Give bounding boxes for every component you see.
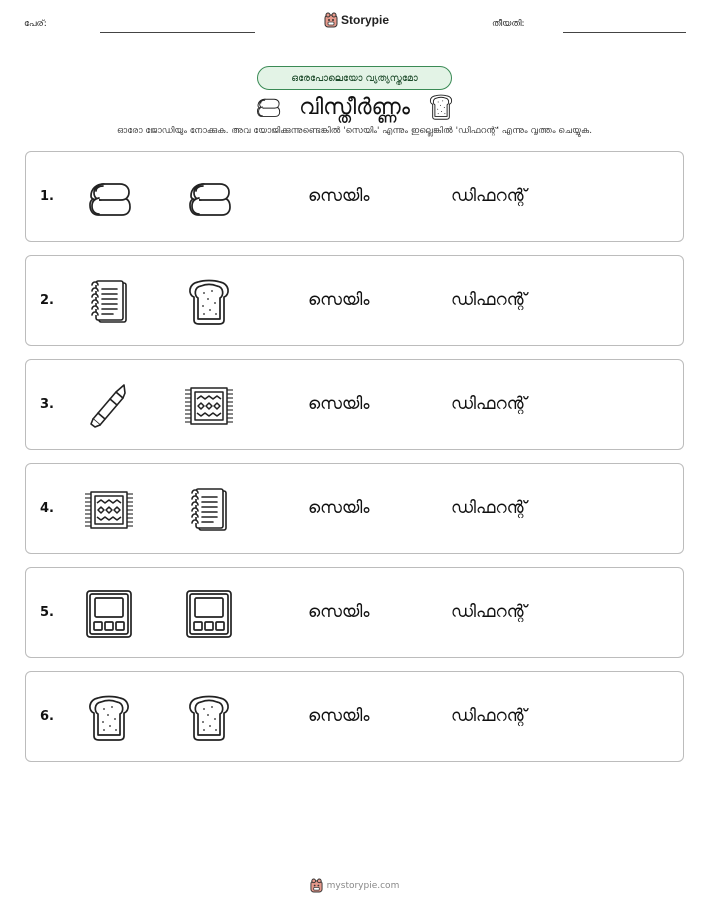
question-row xyxy=(25,255,684,346)
storypie-logo xyxy=(324,12,389,28)
rug-icon xyxy=(182,379,236,433)
same-option[interactable]: സെയിം xyxy=(308,186,370,206)
question-number: 1. xyxy=(40,189,54,204)
bread-icon xyxy=(182,275,236,329)
storypie-mascot-icon xyxy=(310,878,323,893)
same-option[interactable]: സെയിം xyxy=(308,706,370,726)
question-row xyxy=(25,359,684,450)
notebook-icon xyxy=(82,275,136,329)
bread-icon xyxy=(182,691,236,745)
tablet-icon xyxy=(182,587,236,641)
question-number: 2. xyxy=(40,293,54,308)
towel-icon xyxy=(82,171,136,225)
bread-icon xyxy=(82,691,136,745)
towel-icon xyxy=(253,92,283,122)
instructions-text: ഓരോ ജോഡിയും നോക്കുക. അവ യോജിക്കുന്നുണ്ടെങ്കിൽ 'സെയിം' എന്നും ഇല്ലെങ്കിൽ 'ഡിഫറന്റ്' എന്നും വൃത്തം ചെയ്യുക. xyxy=(116,126,593,136)
date-field-line[interactable] xyxy=(563,32,686,33)
footer-url[interactable]: mystorypie.com xyxy=(326,880,400,891)
question-number: 4. xyxy=(40,501,54,516)
worksheet-header xyxy=(0,0,709,50)
question-row xyxy=(25,151,684,242)
question-number: 5. xyxy=(40,605,54,620)
different-option[interactable]: ഡിഫറന്റ് xyxy=(451,290,527,310)
question-number: 6. xyxy=(40,709,54,724)
same-option[interactable]: സെയിം xyxy=(308,290,370,310)
page-title: വിസ്തീർണ്ണം xyxy=(299,94,410,120)
footer xyxy=(0,878,709,893)
rug-icon xyxy=(82,483,136,537)
different-option[interactable]: ഡിഫറന്റ് xyxy=(451,186,527,206)
logo-text: Storypie xyxy=(341,13,390,27)
different-option[interactable]: ഡിഫറന്റ് xyxy=(451,602,527,622)
different-option[interactable]: ഡിഫറന്റ് xyxy=(451,706,527,726)
towel-icon xyxy=(182,171,236,225)
question-row xyxy=(25,567,684,658)
question-number: 3. xyxy=(40,397,54,412)
different-option[interactable]: ഡിഫറന്റ് xyxy=(451,394,527,414)
same-option[interactable]: സെയിം xyxy=(308,498,370,518)
date-label: തീയതി: xyxy=(492,19,525,29)
same-option[interactable]: സെയിം xyxy=(308,602,370,622)
question-row xyxy=(25,463,684,554)
different-option[interactable]: ഡിഫറന്റ് xyxy=(451,498,527,518)
same-option[interactable]: സെയിം xyxy=(308,394,370,414)
title-row xyxy=(0,89,709,125)
bread-icon xyxy=(426,92,456,122)
storypie-mascot-icon xyxy=(324,12,338,28)
name-field-line[interactable] xyxy=(100,32,255,33)
crayon-icon xyxy=(82,379,136,433)
question-row xyxy=(25,671,684,762)
tablet-icon xyxy=(82,587,136,641)
category-badge: ഒരേപോലെയോ വ്യത്യസ്തമോ xyxy=(257,66,452,90)
notebook-icon xyxy=(182,483,236,537)
name-label: പേര്: xyxy=(24,19,47,29)
